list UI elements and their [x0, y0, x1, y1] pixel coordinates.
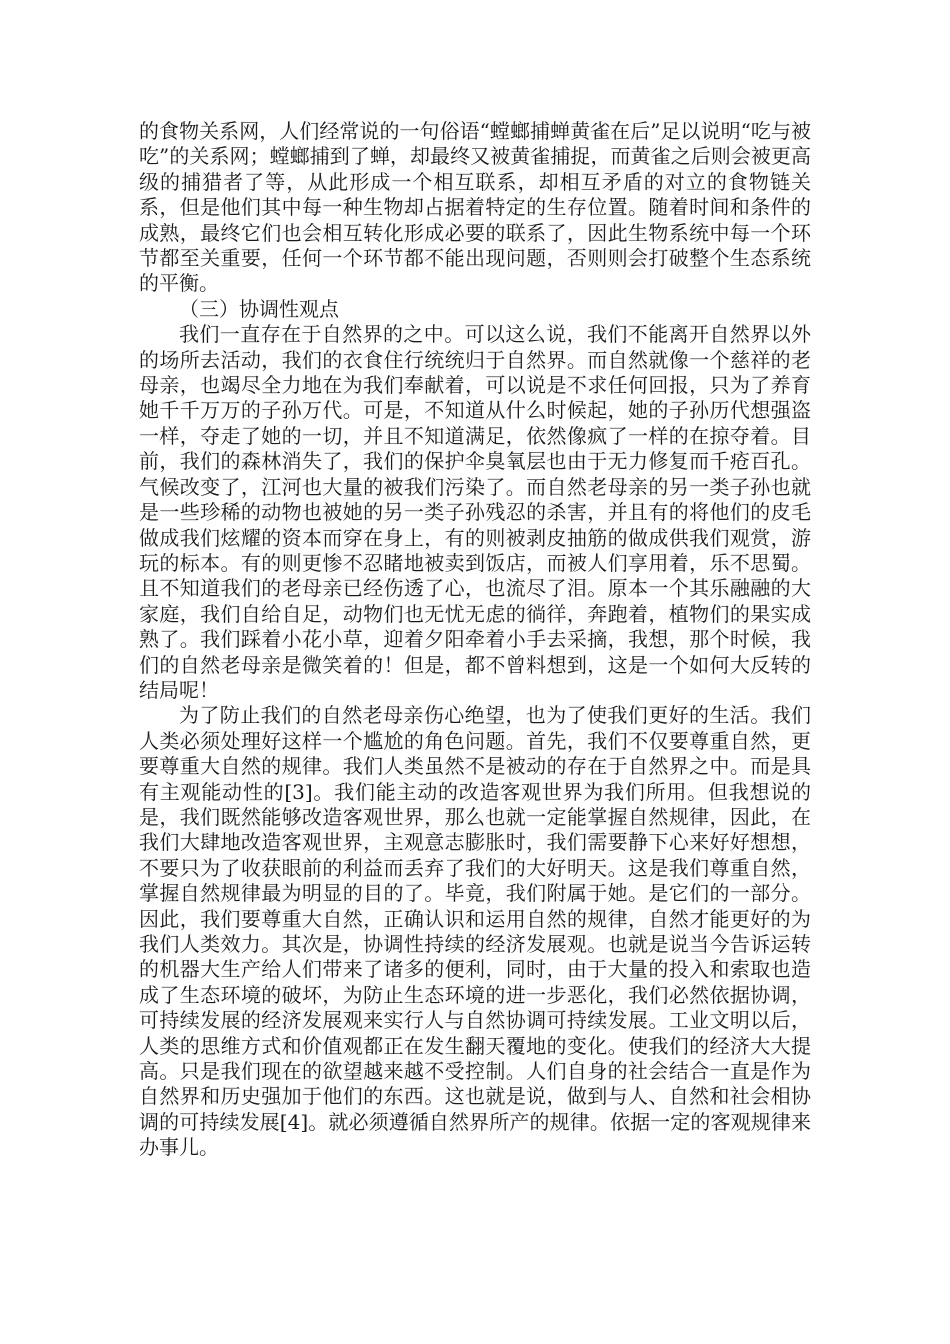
body-paragraph-2: 我们一直存在于自然界的之中。可以这么说，我们不能离开自然界以外的场所去活动，我们的衣食住行统统归于自然界。而自然就像一个慈祥的老母亲，也竭尽全力地在为我们奉献着，可以说是不求任何回报，只为了养育她千千万万的子孙万代。可是，不知道从什么时候起，她的子孙历代想强盗一样，夺走了她的一切，并且不知道满足，依然像疯了一样的在掠夺着。目前，我们的森林消失了，我们的保护伞臭氧层也由于无力修复而千疮百孔。气候改变了，江河也大量的被我们污染了。而自然老母亲的另一类子孙也就是一些珍稀的动物也被她的另一类子孙残忍的杀害，并且有的将他们的皮毛做成我们炫耀的资本而穿在身上，有的则被剥皮抽筋的做成供我们观赏，游玩的标本。有的则更惨不忍睹地被卖到饭店，而被人们享用着，乐不思蜀。且不知道我们的老母亲已经伤透了心，也流尽了泪。原本一个其乐融融的大家庭，我们自给自足，动物们也无忧无虑的徜徉，奔跑着，植物们的果实成熟了。我们踩着小花小草，迎着夕阳牵着小手去采摘，我想，那个时候，我们的自然老母亲是微笑着的！但是，都不曾料想到，这是一个如何大反转的结局呢！ — [139, 322, 811, 702]
body-paragraph-3: 为了防止我们的自然老母亲伤心绝望，也为了使我们更好的生活。我们人类必须处理好这样一个尴尬的角色问题。首先，我们不仅要尊重自然，更要尊重大自然的规律。我们人类虽然不是被动的存在于自然界之中。而是具有主观能动性的[3]。我们能主动的改造客观世界为我们所用。但我想说的是，我们既然能够改造客观世界，那么也就一定能掌握自然规律，因此，在我们大肆地改造客观世界，主观意志膨胀时，我们需要静下心来好好想想，不要只为了收获眼前的利益而丢弃了我们的大好明天。这是我们尊重自然，掌握自然规律最为明显的目的了。毕竟，我们附属于她。是它们的一部分。因此，我们要尊重大自然，正确认识和运用自然的规律，自然才能更好的为我们人类效力。其次是，协调性持续的经济发展观。也就是说当今告诉运转的机器大生产给人们带来了诸多的便利，同时，由于大量的投入和索取也造成了生态环境的破坏，为防止生态环境的进一步恶化，我们必然依据协调，可持续发展的经济发展观来实行人与自然协调可持续发展。工业文明以后，人类的思维方式和价值观都正在发生翻天覆地的变化。使我们的经济大大提高。只是我们现在的欲望越来越不受控制。人们自身的社会结合一直是作为自然界和历史强加于他们的东西。这也就是说，做到与人、自然和社会相协调的可持续发展[4]。就必须遵循自然界所产的规律。依据一定的客观规律来办事儿。 — [139, 703, 811, 1160]
body-paragraph-1: 的食物关系网，人们经常说的一句俗语“螳螂捕蝉黄雀在后”足以说明“吃与被吃”的关系网；螳螂捕到了蝉，却最终又被黄雀捕捉，而黄雀之后则会被更高级的捕猎者了等，从此形成一个相互联系，却相互矛盾的对立的食物链关系，但是他们其中每一种生物却占据着特定的生存位置。随着时间和条件的成熟，最终它们也会相互转化形成必要的联系了，因此生物系统中每一个环节都至关重要，任何一个环节都不能出现问题，否则则会打破整个生态系统的平衡。 — [139, 119, 811, 296]
document-page — [139, 119, 811, 1161]
section-heading-coordination: （三）协调性观点 — [179, 296, 339, 321]
